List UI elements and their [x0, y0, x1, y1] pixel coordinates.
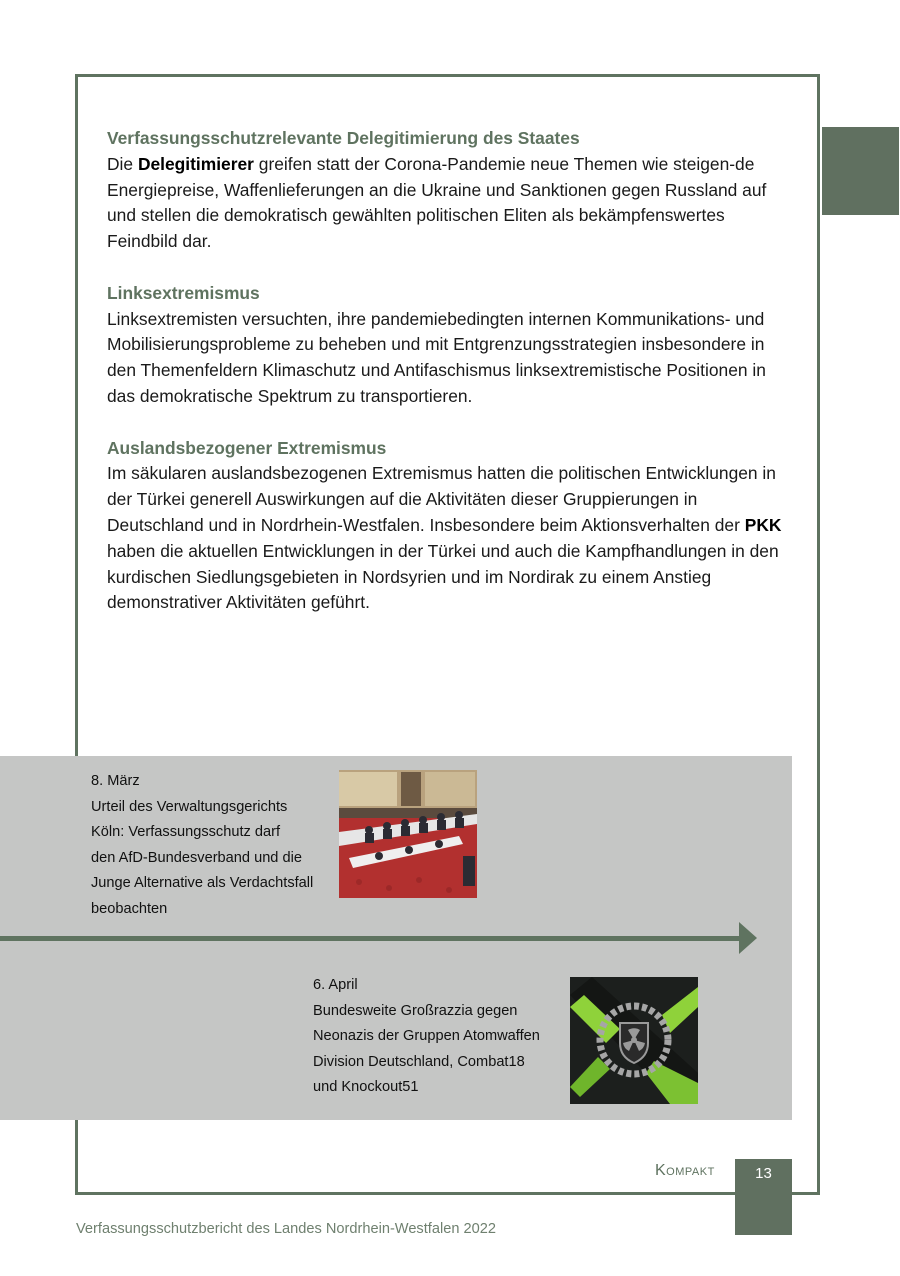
section-heading: Auslandsbezogener Extremismus	[107, 437, 387, 458]
event-line: und Knockout51	[313, 1079, 419, 1096]
event-line: Bundesweite Großrazzia gegen	[313, 1002, 518, 1019]
section-text: Die Delegitimierer greifen statt der Corona-Pandemie neue Themen wie steigen-de Energiepreise, Waffenlieferungen an die Ukraine und Sanktionen gegen Russland auf und stellen die demokratisch gewählten politischen Eliten als bekämpfenswertes Feindbild dar.	[107, 153, 767, 252]
running-head: Kompakt	[655, 1162, 715, 1179]
main-content	[107, 126, 797, 642]
bold-term: PKK	[744, 514, 782, 535]
event-date: 6. April	[313, 977, 358, 993]
side-tab-marker	[822, 127, 899, 215]
event-line: Köln: Verfassungsschutz darf	[91, 824, 281, 841]
section-delegitimierung	[107, 126, 797, 255]
page-footer: Verfassungsschutzbericht des Landes Nordrhein-Westfalen 2022	[76, 1221, 496, 1237]
section-linksextremismus	[107, 281, 797, 410]
bold-term: Delegitimierer	[137, 153, 254, 174]
page-number-box	[735, 1159, 792, 1235]
timeline-arrow-line	[0, 936, 742, 941]
event-line: Urteil des Verwaltungsgerichts	[91, 798, 288, 815]
event-line: Division Deutschland, Combat18	[313, 1053, 525, 1070]
event-line: Junge Alternative als Verdachtsfall	[91, 875, 314, 892]
emblem-photo	[570, 977, 698, 1104]
event-date: 8. März	[91, 773, 140, 789]
courtroom-photo	[339, 770, 477, 898]
section-auslandsbezogen	[107, 436, 797, 617]
timeline-arrow-head-icon	[739, 922, 757, 954]
section-heading: Verfassungsschutzrelevante Delegitimierung des Staates	[107, 128, 580, 148]
timeline-panel	[0, 756, 792, 1120]
event-line: Neonazis der Gruppen Atomwaffen	[313, 1028, 540, 1045]
timeline-event-april	[313, 973, 565, 1101]
section-text: Linksextremisten versuchten, ihre pandemiebedingten internen Kommunikations- und Mobilisierungsprobleme zu beheben und mit Entgrenzungsstrategien insbesondere in den Themenfeldern Klimaschutz und Antifaschismus linksextremistische Positionen in das demokratische Spektrum zu transportieren.	[107, 308, 766, 406]
section-text: Im säkularen auslandsbezogenen Extremismus hatten die politischen Entwicklungen in der Türkei generell Auswirkungen auf die Aktivitäten dieser Gruppierungen in Deutschland und in Nordrhein-Westfalen. Insbesondere beim Aktionsverhalten der PKK haben die aktuellen Entwicklungen in der Türkei und auch die Kampfhandlungen in den kurdischen Siedlungsgebieten in Nordsyrien und im Nordirak zu einem Anstieg demonstrativer Aktivitäten geführt.	[107, 463, 782, 613]
section-heading: Linksextremismus	[107, 282, 260, 303]
event-line: den AfD-Bundesverband und die	[91, 849, 302, 866]
event-line: beobachten	[91, 900, 168, 917]
page-number: 13	[755, 1165, 772, 1182]
timeline-event-march	[91, 769, 336, 923]
